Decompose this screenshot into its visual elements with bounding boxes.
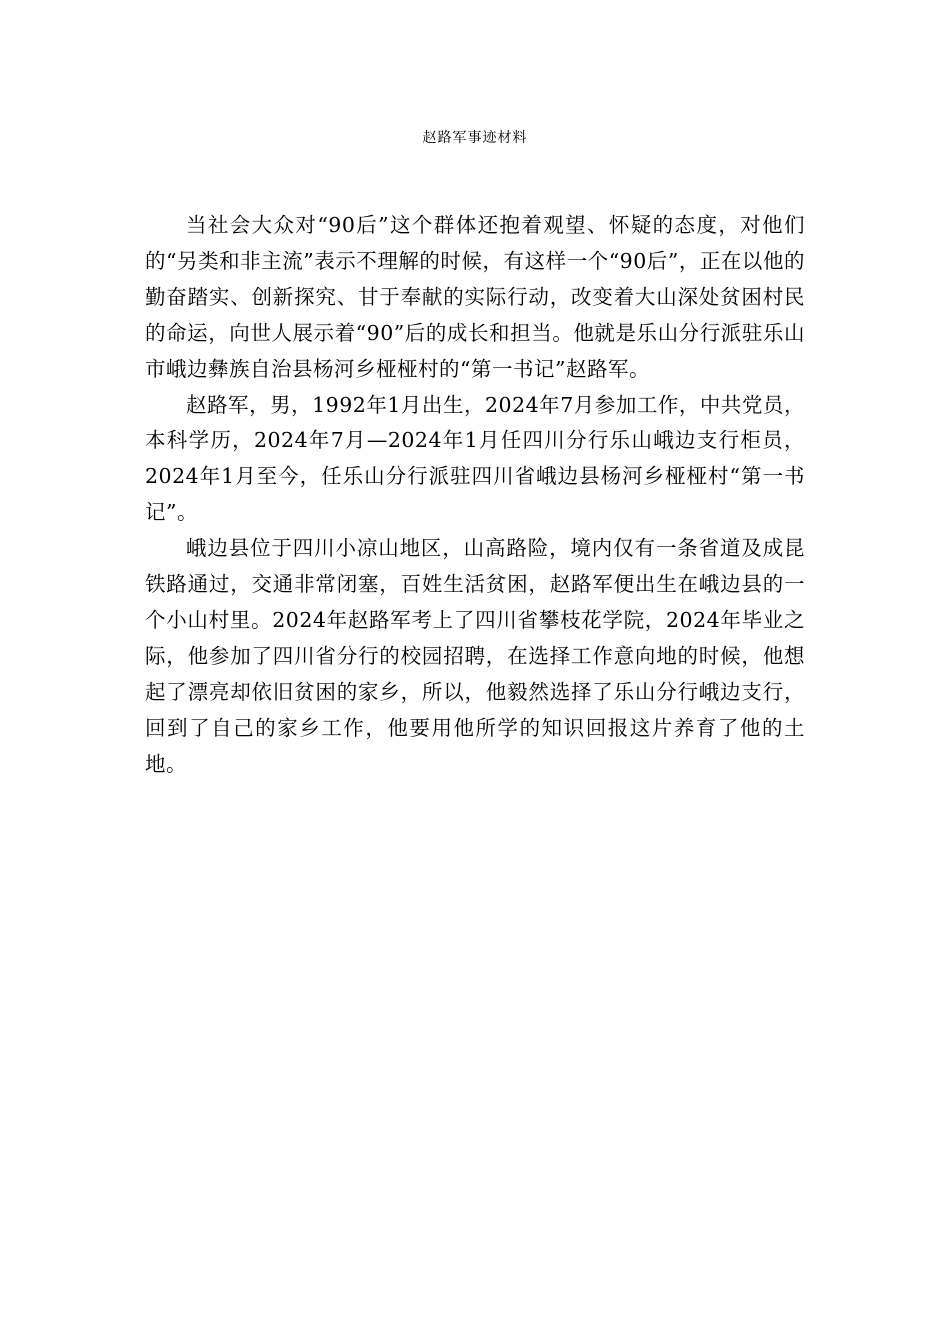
paragraph-profile: 赵路军，男，1992年1月出生，2024年7月参加工作，中共党员，本科学历，2024年7月—2024年1月任四川分行乐山峨边支行柜员，2024年1月至今，任乐山分行派驻四川省峨边县杨河乡桠桠村“第一书记”。	[145, 392, 805, 525]
document-title: 赵路军事迹材料	[422, 130, 528, 146]
paragraph-background: 峨边县位于四川小凉山地区，山高路险，境内仅有一条省道及成昆铁路通过，交通非常闭塞，百姓生活贫困，赵路军便出生在峨边县的一个小山村里。2024年赵路军考上了四川省攀枝花学院，2024年毕业之际，他参加了四川省分行的校园招聘，在选择工作意向地的时候，他想起了漂亮却依旧贫困的家乡，所以，他毅然选择了乐山分行峨边支行，回到了自己的家乡工作，他要用他所学的知识回报这片养育了他的土地。	[145, 536, 805, 776]
paragraph-intro: 当社会大众对“90后”这个群体还抱着观望、怀疑的态度，对他们的“另类和非主流”表示不理解的时候，有这样一个“90后”，正在以他的勤奋踏实、创新探究、甘于奉献的实际行动，改变着大山深处贫困村民的命运，向世人展示着“90”后的成长和担当。他就是乐山分行派驻乐山市峨边彝族自治县杨河乡桠桠村的“第一书记”赵路军。	[145, 213, 805, 381]
document-body	[145, 208, 805, 783]
